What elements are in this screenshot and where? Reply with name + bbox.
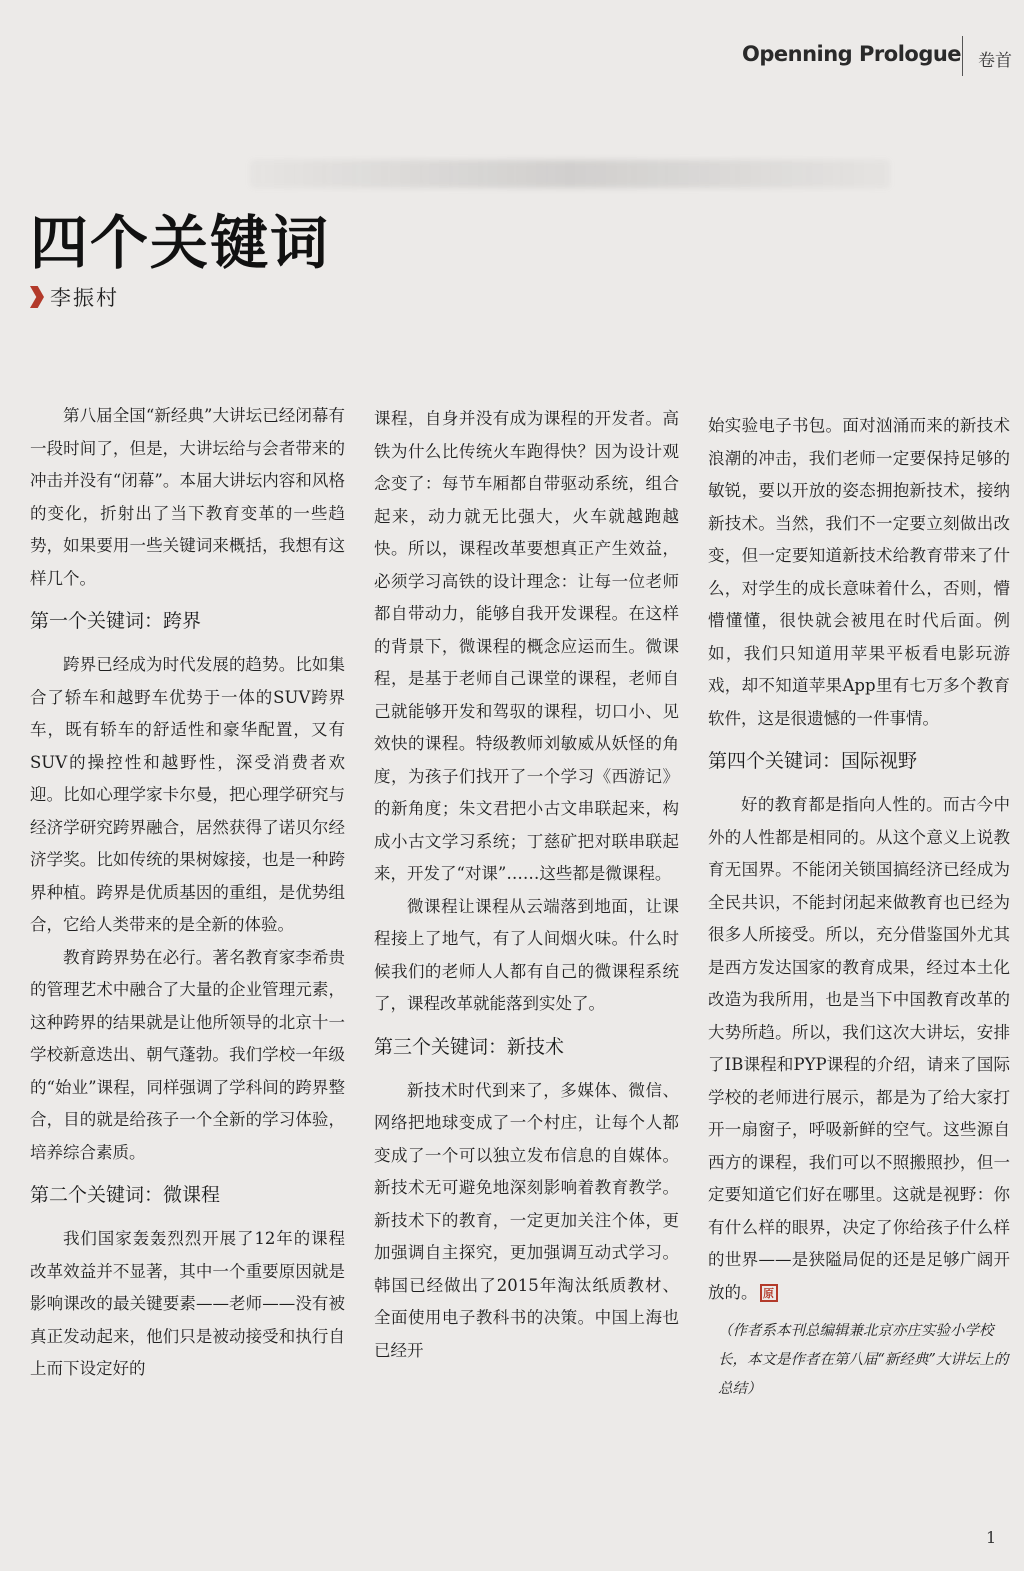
paragraph: 第八届全国“新经典”大讲坛已经闭幕有一段时间了，但是，大讲坛给与会者带来的冲击并没有“闭幕”。本届大讲坛内容和风格的变化，折射出了当下教育变革的一些趋势，如果要用一些关键词来概括，我想有这样几个。 [30, 406, 345, 588]
paragraph: 教育跨界势在必行。著名教育家李希贵的管理艺术中融合了大量的企业管理元素，这种跨界的结果就是让他所领导的北京十一学校新意迭出、朝气蓬勃。我们学校一年级的“始业”课程，同样强调了学科间的跨界整合，目的就是给孩子一个全新的学习体验，培养综合素质。 [30, 947, 345, 1162]
section-heading: 第二个关键词：微课程 [30, 1184, 221, 1206]
section-title-chinese: 卷首 [978, 51, 1012, 71]
paragraph-final [708, 789, 1010, 1309]
paragraph: 新技术时代到来了，多媒体、微信、网络把地球变成了一个村庄，让每个人都变成了一个可以独立发布信息的自媒体。新技术无可避免地深刻影响着教育教学。新技术下的教育，一定更加关注个体，更加强调自主探究，更加强调互动式学习。韩国已经做出了2015年淘汰纸质教材、全面使用电子教科书的决策。中国上海也已经开 [374, 1080, 679, 1360]
paragraph: 微课程让课程从云端落到地面，让课程接上了地气，有了人间烟火味。什么时候我们的老师人人都有自己的微课程系统了，课程改革就能落到实处了。 [374, 896, 679, 1013]
author-name: 李振村 [50, 286, 119, 310]
page-number: 1 [986, 1528, 997, 1547]
section-heading: 第一个关键词：跨界 [30, 610, 202, 632]
paragraph: 始实验电子书包。面对汹涌而来的新技术浪潮的冲击，我们老师一定要保持足够的敏锐，要以开放的姿态拥抱新技术，接纳新技术。当然，我们不一定要立刻做出改变，但一定要知道新技术给教育带来了什么，对学生的成长意味着什么，否则，懵懵懂懂，很快就会被甩在时代后面。例如，我们只知道用苹果平板看电影玩游戏，却不知道苹果App里有七万多个教育软件，这是很遗憾的一件事情。 [708, 416, 1010, 728]
byline [30, 282, 119, 312]
column-2 [374, 403, 679, 1367]
section-heading: 第四个关键词：国际视野 [708, 750, 918, 772]
show-through-text [250, 160, 890, 188]
column-1 [30, 400, 345, 1386]
article-title: 四个关键词 [30, 209, 331, 277]
header-divider [962, 36, 963, 76]
paragraph: 课程，自身并没有成为课程的开发者。高铁为什么比传统火车跑得快？因为设计观念变了：每节车厢都自带驱动系统，组合起来，动力就无比强大，火车就越跑越快。所以，课程改革要想真正产生效益，必须学习高铁的设计理念：让每一位老师都自带动力，能够自我开发课程。在这样的背景下，微课程的概念应运而生。微课程，是基于老师自己课堂的课程，老师自己就能够开发和驾驭的课程，切口小、见效快的课程。特级教师刘敏威从妖怪的角度，为孩子们找开了一个学习《西游记》的新角度；朱文君把小古文串联起来，构成小古文学习系统；丁慈矿把对联串联起来，开发了“对课”……这些都是微课程。 [374, 409, 679, 883]
byline-marker-icon [30, 286, 44, 308]
end-mark-icon: 原 [760, 1284, 778, 1302]
running-header [0, 30, 1024, 90]
section-title-english: Openning Prologue [742, 42, 962, 66]
section-heading: 第三个关键词：新技术 [374, 1035, 565, 1058]
paragraph-text: 好的教育都是指向人性的。而古今中外的人性都是相同的。从这个意义上说教育无国界。不能闭关锁国搞经济已经成为全民共识，不能封闭起来做教育也已经为很多人所接受。所以，充分借鉴国外尤其是西方发达国家的教育成果，经过本土化改造为我所用，也是当下中国教育改革的大势所趋。所以，我们这次大讲坛，安排了IB课程和PYP课程的介绍，请来了国际学校的老师进行展示，都是为了给大家打开一扇窗子，呼吸新鲜的空气。这些源自西方的课程，我们可以不照搬照抄，但一定要知道它们好在哪里。这就是视野：你有什么样的眼界，决定了你给孩子什么样的世界——是狭隘局促的还是足够广阔开放的。 [708, 795, 1010, 1302]
paragraph: 我们国家轰轰烈烈开展了12年的课程改革效益并不显著，其中一个重要原因就是影响课改的最关键要素——老师——没有被真正发动起来，他们只是被动接受和执行自上而下设定好的 [30, 1229, 345, 1378]
author-note: （作者系本刊总编辑兼北京亦庄实验小学校长，本文是作者在第八届“新经典”大讲坛上的总结） [718, 1323, 1009, 1397]
column-3 [708, 410, 1010, 1404]
paragraph: 跨界已经成为时代发展的趋势。比如集合了轿车和越野车优势于一体的SUV跨界车，既有轿车的舒适性和豪华配置，又有SUV的操控性和越野性，深受消费者欢迎。比如心理学家卡尔曼，把心理学研究与经济学研究跨界融合，居然获得了诺贝尔经济学奖。比如传统的果树嫁接，也是一种跨界种植。跨界是优质基因的重组，是优势组合，它给人类带来的是全新的体验。 [30, 655, 345, 934]
